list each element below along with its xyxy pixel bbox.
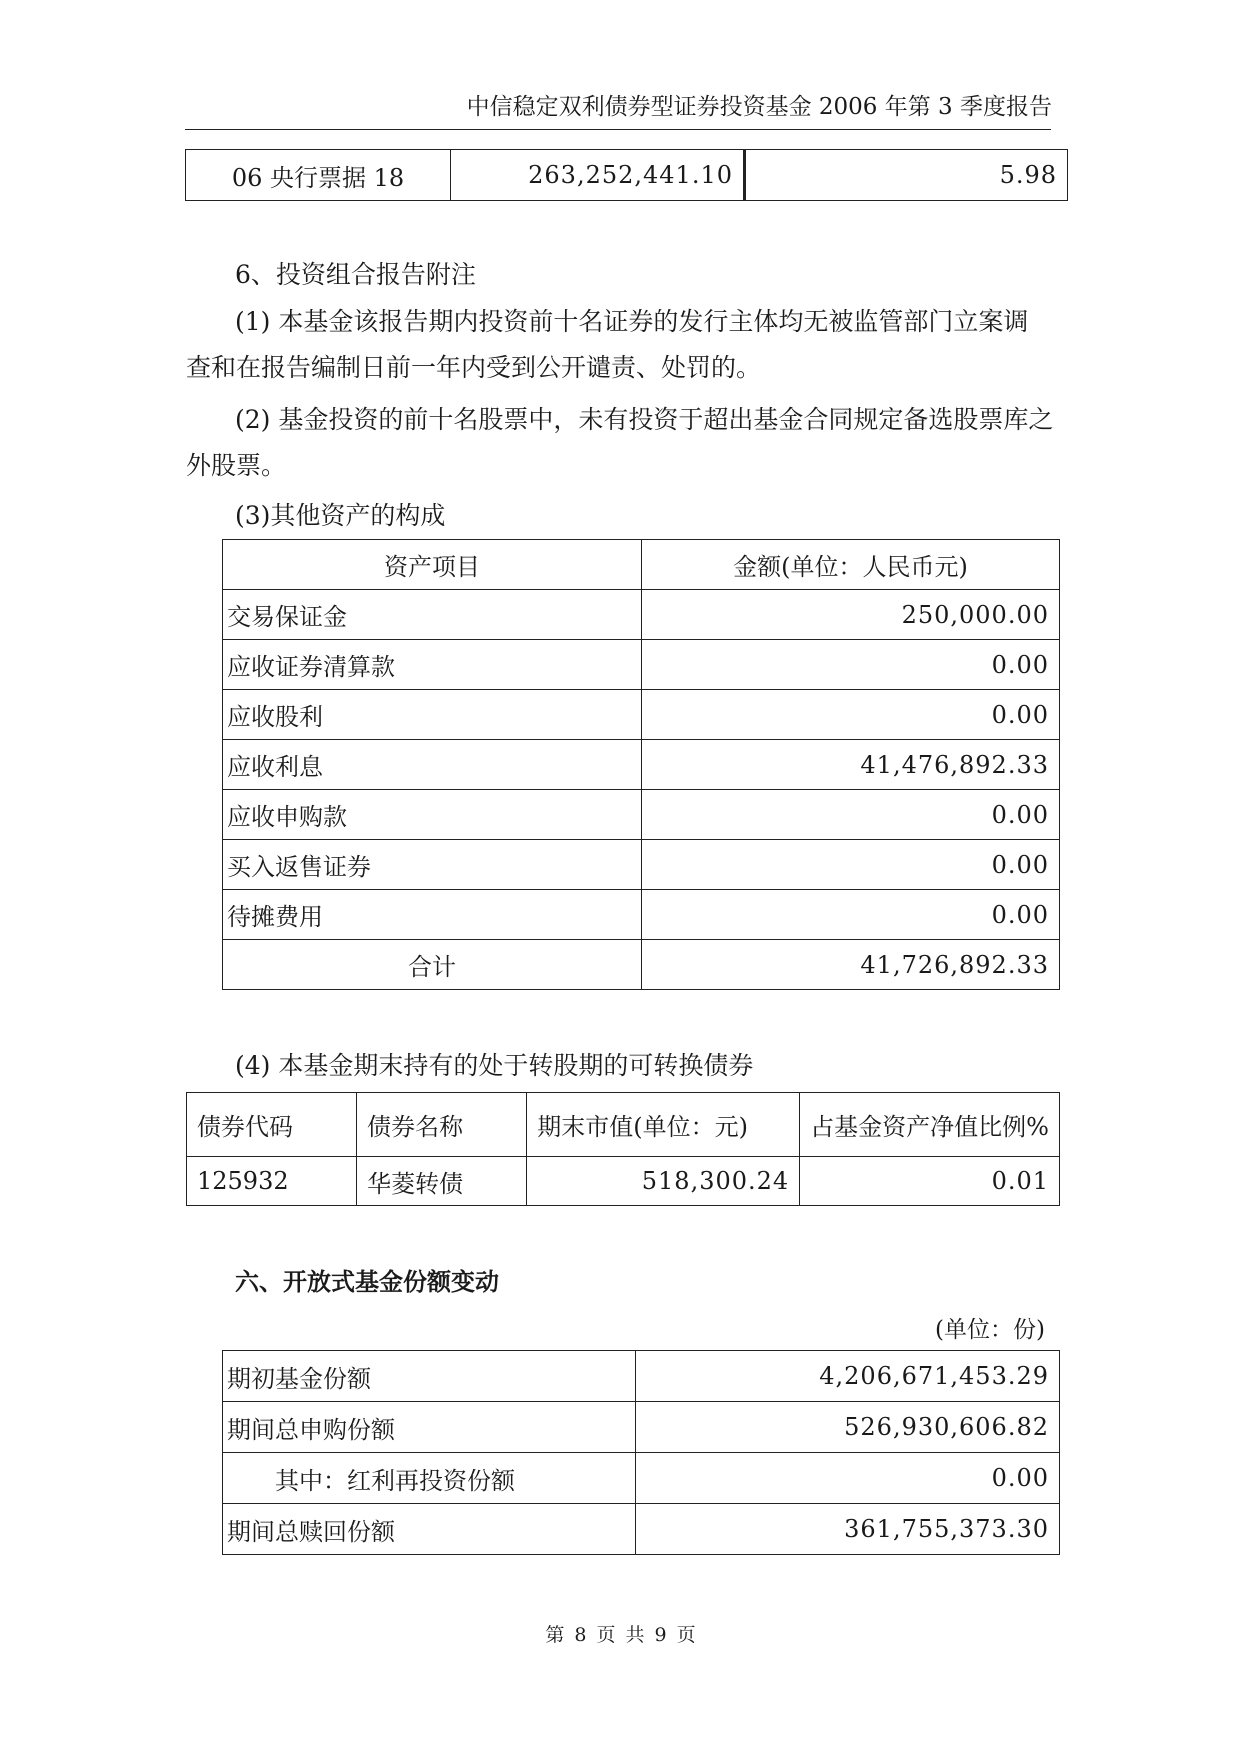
header-rule	[185, 129, 1051, 130]
shares-amount-cell: 526,930,606.82	[636, 1402, 1060, 1453]
note-2-line-1: (2) 基金投资的前十名股票中，未有投资于超出基金合同规定备选股票库之	[235, 405, 1054, 434]
bond-name-cell: 华菱转债	[357, 1157, 527, 1206]
table-row	[223, 590, 1060, 640]
table-row	[223, 1504, 1060, 1555]
table-row	[223, 740, 1060, 790]
table-row	[223, 1351, 1060, 1402]
column-header-ratio: 占基金资产净值比例%	[800, 1093, 1060, 1157]
asset-item-cell: 应收申购款	[223, 790, 642, 840]
unit-label: (单位：份)	[935, 1317, 1045, 1343]
table-row	[186, 150, 1068, 201]
column-header-value: 期末市值(单位：元)	[527, 1093, 800, 1157]
note-2-line-2: 外股票。	[186, 451, 287, 480]
asset-total-amount: 41,726,892.33	[642, 940, 1060, 990]
shares-item-cell: 期间总申购份额	[223, 1402, 636, 1453]
bond-code-cell: 125932	[187, 1157, 357, 1206]
asset-item-cell: 买入返售证券	[223, 840, 642, 890]
page-number: 第 8 页 共 9 页	[545, 1624, 696, 1646]
fund-shares-table	[222, 1350, 1060, 1555]
table-total-row	[223, 940, 1060, 990]
shares-item-cell: 期间总赎回份额	[223, 1504, 636, 1555]
holding-ratio-cell: 5.98	[745, 150, 1068, 201]
table-row	[223, 690, 1060, 740]
asset-item-cell: 交易保证金	[223, 590, 642, 640]
table-row	[187, 1157, 1060, 1206]
asset-amount-cell: 250,000.00	[642, 590, 1060, 640]
asset-item-cell: 应收证券清算款	[223, 640, 642, 690]
holding-name-cell: 06 央行票据 18	[186, 150, 451, 201]
column-header-name: 债券名称	[357, 1093, 527, 1157]
note-3-heading: (3)其他资产的构成	[235, 501, 446, 530]
shares-amount-cell: 0.00	[636, 1453, 1060, 1504]
section-6-title: 六、开放式基金份额变动	[235, 1268, 499, 1296]
holding-value-cell: 263,252,441.10	[451, 150, 745, 201]
shares-amount-cell: 361,755,373.30	[636, 1504, 1060, 1555]
note-1-line-1: (1) 本基金该报告期内投资前十名证券的发行主体均无被监管部门立案调	[235, 307, 1029, 336]
table-row	[223, 640, 1060, 690]
asset-amount-cell: 0.00	[642, 690, 1060, 740]
shares-item-cell: 其中：红利再投资份额	[223, 1453, 636, 1504]
notes-heading: 6、投资组合报告附注	[235, 260, 476, 289]
table-row	[223, 890, 1060, 940]
table-row	[223, 1402, 1060, 1453]
table-row	[223, 840, 1060, 890]
asset-total-label: 合计	[223, 940, 642, 990]
shares-item-cell: 期初基金份额	[223, 1351, 636, 1402]
asset-amount-cell: 0.00	[642, 840, 1060, 890]
bond-value-cell: 518,300.24	[527, 1157, 800, 1206]
table-row	[223, 1453, 1060, 1504]
note-1-line-2: 查和在报告编制日前一年内受到公开谴责、处罚的。	[186, 353, 762, 382]
table-row	[223, 790, 1060, 840]
asset-amount-cell: 0.00	[642, 890, 1060, 940]
table-header-row	[223, 540, 1060, 590]
convertible-heading: (4) 本基金期末持有的处于转股期的可转换债券	[235, 1051, 754, 1080]
asset-amount-cell: 0.00	[642, 640, 1060, 690]
asset-amount-cell: 41,476,892.33	[642, 740, 1060, 790]
column-header-code: 债券代码	[187, 1093, 357, 1157]
page-header-title: 中信稳定双利债券型证券投资基金 2006 年第 3 季度报告	[466, 94, 1052, 120]
column-header-item: 资产项目	[223, 540, 642, 590]
asset-item-cell: 应收利息	[223, 740, 642, 790]
table-header-row	[187, 1093, 1060, 1157]
asset-amount-cell: 0.00	[642, 790, 1060, 840]
top-holdings-table	[185, 149, 1068, 201]
convertible-bond-table	[186, 1092, 1060, 1206]
shares-amount-cell: 4,206,671,453.29	[636, 1351, 1060, 1402]
asset-item-cell: 待摊费用	[223, 890, 642, 940]
column-header-amount: 金额(单位：人民币元)	[642, 540, 1060, 590]
bond-ratio-cell: 0.01	[800, 1157, 1060, 1206]
asset-item-cell: 应收股利	[223, 690, 642, 740]
other-assets-table	[222, 539, 1060, 990]
